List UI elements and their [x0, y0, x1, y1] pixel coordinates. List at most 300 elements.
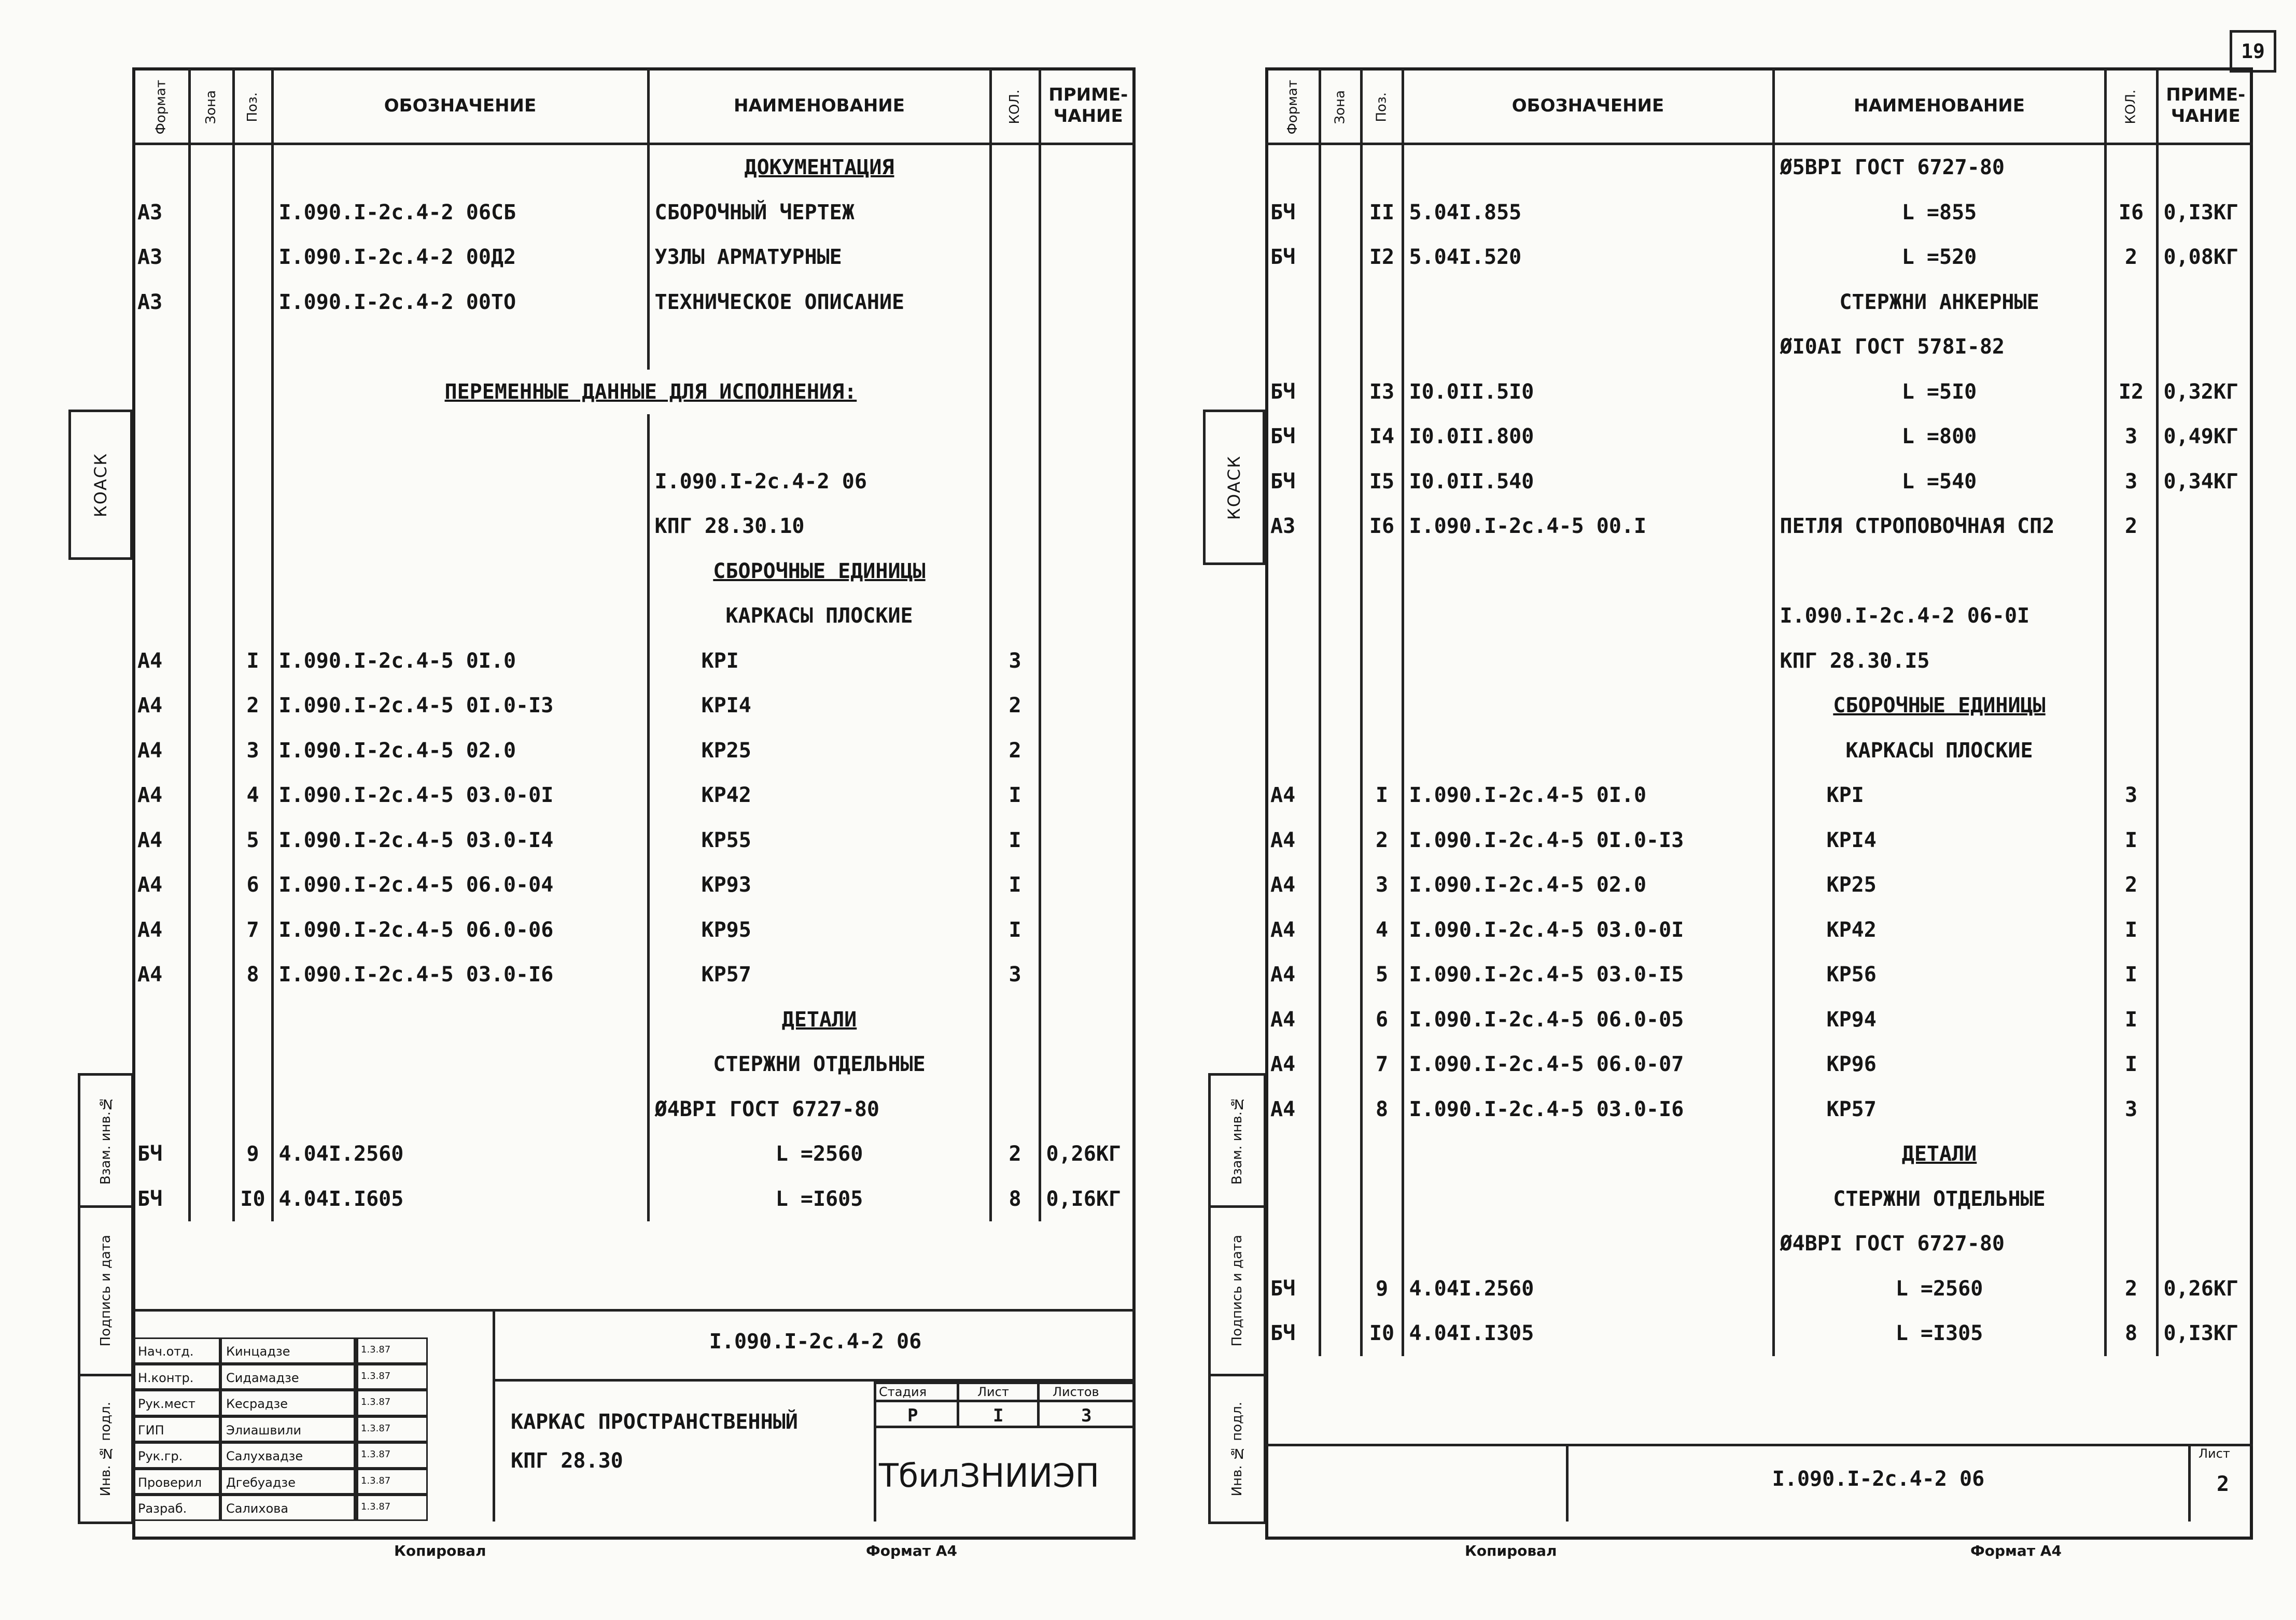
zone-cell — [189, 1177, 233, 1222]
qty-cell: I — [2105, 908, 2157, 953]
note-cell — [1040, 504, 1136, 549]
spec-row — [132, 908, 1136, 953]
stage-label: Стадия — [879, 1385, 927, 1399]
name-cell: ТЕХНИЧЕСКОЕ ОПИСАНИЕ — [648, 280, 990, 325]
note-cell — [2157, 639, 2253, 684]
designation-cell: 5.04I.520 — [1403, 235, 1773, 280]
qty-cell — [990, 370, 1040, 415]
sign-date-cell: Подпись и дата — [1208, 1205, 1266, 1376]
designation-cell: I.090.I-2с.4-2 06СБ — [272, 190, 648, 235]
zone-cell — [1320, 1266, 1361, 1312]
qty-cell: I — [990, 773, 1040, 818]
note-cell: 0,I6КГ — [1040, 1177, 1136, 1222]
spec-row — [132, 818, 1136, 863]
format-cell: А4 — [1270, 783, 1296, 808]
qty-cell: 2 — [2105, 504, 2157, 549]
spec-row — [1265, 504, 2253, 549]
name-cell: ДОКУМЕНТАЦИЯ — [648, 144, 990, 190]
name-cell: КР96 — [1773, 1042, 2105, 1087]
spec-row — [1265, 549, 2253, 594]
pos-cell: 2 — [233, 683, 272, 728]
pos-cell: II — [1361, 190, 1403, 235]
zone-cell — [1320, 683, 1361, 728]
name-cell: ПЕТЛЯ СТРОПОВОЧНАЯ СП2 — [1773, 504, 2105, 549]
inv-orig-cell: Инв. № подл. — [1208, 1374, 1266, 1524]
sheet-value: I — [993, 1405, 1004, 1426]
role-label: Проверил — [132, 1469, 220, 1495]
designation-cell: I.090.I-2с.4-2 00Д2 — [272, 235, 648, 280]
note-cell — [2157, 144, 2253, 190]
right-format-label: Формат А4 — [1970, 1542, 2062, 1559]
designation-cell: 4.04I.I605 — [272, 1177, 648, 1222]
pos-cell: 6 — [233, 863, 272, 908]
format-cell: БЧ — [1270, 200, 1296, 224]
spec-row — [1265, 997, 2253, 1043]
stage-value: Р — [907, 1405, 918, 1426]
designation-cell — [1403, 1221, 1773, 1266]
zone-cell — [189, 370, 233, 415]
format-cell: А4 — [137, 963, 163, 987]
name-cell: СБОРОЧНЫЙ ЧЕРТЕЖ — [648, 190, 990, 235]
designation-cell: I.090.I-2с.4-5 06.0-05 — [1403, 997, 1773, 1043]
note-cell — [1040, 1042, 1136, 1087]
zone-cell — [189, 1087, 233, 1132]
name-cell: КР42 — [648, 773, 990, 818]
designation-cell: I.090.I-2с.4-5 03.0-I4 — [272, 818, 648, 863]
qty-cell: I — [2105, 818, 2157, 863]
note-cell — [2157, 1221, 2253, 1266]
right-sheet-value: 2 — [2217, 1472, 2230, 1496]
qty-cell: 3 — [990, 952, 1040, 997]
zone-cell — [1320, 639, 1361, 684]
name-cell: КРI4 — [1773, 818, 2105, 863]
spec-row — [1265, 235, 2253, 280]
organization: ТбилЗНИИЭП — [879, 1457, 1100, 1495]
zone-cell — [1320, 818, 1361, 863]
zone-cell — [1320, 459, 1361, 504]
spec-row — [1265, 1087, 2253, 1132]
format-cell: А4 — [137, 873, 163, 897]
signature-divider — [355, 1337, 358, 1364]
name-cell: ДЕТАЛИ — [1773, 1132, 2105, 1177]
format-cell — [132, 1042, 189, 1087]
note-cell — [1040, 1087, 1136, 1132]
note-cell — [2157, 908, 2253, 953]
spec-row — [132, 952, 1136, 997]
qty-cell: I2 — [2105, 370, 2157, 415]
col-name: НАИМЕНОВАНИЕ — [1773, 69, 2105, 144]
spec-row — [132, 414, 1136, 459]
right-spec-table — [1265, 69, 2253, 1356]
pos-cell: 5 — [1361, 952, 1403, 997]
koask-stamp: КОАСК — [1203, 410, 1265, 565]
qty-cell: I — [990, 908, 1040, 953]
pos-cell — [1361, 280, 1403, 325]
zone-cell — [1320, 863, 1361, 908]
designation-cell: I.090.I-2с.4-2 00ТО — [272, 280, 648, 325]
format-cell: БЧ — [1270, 1276, 1296, 1301]
col-zone: Зона — [189, 69, 233, 144]
product-code: КПГ 28.30 — [511, 1449, 623, 1473]
role-label: Нач.отд. — [132, 1337, 220, 1364]
zone-cell — [189, 414, 233, 459]
pos-cell: I — [233, 639, 272, 684]
name-cell: КРI — [1773, 773, 2105, 818]
format-cell: А4 — [137, 738, 163, 763]
col-format: Формат — [1265, 69, 1320, 144]
note-cell — [1040, 863, 1136, 908]
note-cell — [1040, 908, 1136, 953]
qty-cell — [2105, 683, 2157, 728]
note-cell: 0,I3КГ — [2157, 190, 2253, 235]
name-cell: Ø4ВРI ГОСТ 6727-80 — [1773, 1221, 2105, 1266]
zone-cell — [189, 325, 233, 370]
designation-cell — [1403, 325, 1773, 370]
zone-cell — [189, 818, 233, 863]
sheets-label: Листов — [1053, 1385, 1099, 1399]
sign-date: 1.3.87 — [355, 1495, 428, 1521]
pos-cell: 7 — [233, 908, 272, 953]
pos-cell — [233, 144, 272, 190]
designation-cell: I.090.I-2с.4-5 03.0-0I — [1403, 908, 1773, 953]
qty-cell — [990, 594, 1040, 639]
pos-cell — [233, 549, 272, 594]
spec-row — [132, 773, 1136, 818]
qty-cell: 2 — [2105, 1266, 2157, 1312]
qty-cell — [2105, 594, 2157, 639]
designation-cell: 5.04I.855 — [1403, 190, 1773, 235]
pos-cell — [233, 997, 272, 1043]
note-cell — [2157, 594, 2253, 639]
inv-replace-cell: Взам. инв.№ — [78, 1073, 134, 1208]
col-name: НАИМЕНОВАНИЕ — [648, 69, 990, 144]
pos-cell — [233, 594, 272, 639]
pos-cell — [1361, 549, 1403, 594]
qty-cell — [990, 549, 1040, 594]
qty-cell: I — [2105, 952, 2157, 997]
format-cell — [1265, 639, 1320, 684]
name-cell: СТЕРЖНИ ОТДЕЛЬНЫЕ — [1773, 1177, 2105, 1222]
note-cell — [2157, 1177, 2253, 1222]
zone-cell — [189, 504, 233, 549]
qty-cell — [990, 504, 1040, 549]
role-label: ГИП — [132, 1416, 220, 1443]
left-format-label: Формат А4 — [866, 1542, 957, 1559]
pos-cell: 5 — [233, 818, 272, 863]
note-cell — [2157, 863, 2253, 908]
note-cell — [2157, 1042, 2253, 1087]
format-cell — [132, 370, 189, 415]
designation-cell: I.090.I-2с.4-5 06.0-07 — [1403, 1042, 1773, 1087]
name-cell: СТЕРЖНИ ОТДЕЛЬНЫЕ — [648, 1042, 990, 1087]
zone-cell — [189, 863, 233, 908]
designation-cell: I.090.I-2с.4-5 02.0 — [272, 728, 648, 773]
format-cell — [132, 549, 189, 594]
designation-cell: 4.04I.2560 — [272, 1132, 648, 1177]
name-cell: L =I605 — [648, 1177, 990, 1222]
qty-cell — [990, 1042, 1040, 1087]
note-cell: 0,26КГ — [2157, 1266, 2253, 1312]
qty-cell: I — [990, 818, 1040, 863]
name-cell: КР25 — [1773, 863, 2105, 908]
format-cell: А4 — [137, 828, 163, 852]
qty-cell — [2105, 280, 2157, 325]
designation-cell: I0.0II.5I0 — [1403, 370, 1773, 415]
qty-cell: 2 — [990, 728, 1040, 773]
name-cell — [1773, 549, 2105, 594]
designation-cell: I.090.I-2с.4-5 03.0-I6 — [272, 952, 648, 997]
designation-cell — [1403, 594, 1773, 639]
name-cell: КАРКАСЫ ПЛОСКИЕ — [648, 594, 990, 639]
spec-row — [1265, 1311, 2253, 1356]
designation-cell: I.090.I-2с.4-5 0I.0 — [272, 639, 648, 684]
format-cell — [1265, 1132, 1320, 1177]
qty-cell: 8 — [990, 1177, 1040, 1222]
designation-cell — [272, 549, 648, 594]
qty-cell — [990, 414, 1040, 459]
name-cell: L =520 — [1773, 235, 2105, 280]
spec-row — [132, 144, 1136, 190]
qty-cell — [2105, 144, 2157, 190]
note-cell — [1040, 818, 1136, 863]
spec-row — [1265, 1042, 2253, 1087]
note-cell — [1040, 773, 1136, 818]
sheets-value: 3 — [1081, 1405, 1092, 1426]
qty-cell: I — [2105, 1042, 2157, 1087]
spec-row — [132, 997, 1136, 1043]
note-cell — [1040, 325, 1136, 370]
note-cell — [2157, 818, 2253, 863]
sheet-label: Лист — [977, 1385, 1009, 1399]
pos-cell: 4 — [233, 773, 272, 818]
designation-cell: I.090.I-2с.4-5 0I.0-I3 — [1403, 818, 1773, 863]
name-cell: КРI4 — [648, 683, 990, 728]
designation-cell: I.090.I-2с.4-5 00.I — [1403, 504, 1773, 549]
left-copied-label: Копировал — [394, 1542, 486, 1559]
spec-row — [1265, 325, 2253, 370]
signature-divider — [355, 1390, 358, 1416]
zone-cell — [1320, 235, 1361, 280]
format-cell: А4 — [1270, 963, 1296, 987]
name-cell: КР56 — [1773, 952, 2105, 997]
note-cell: 0,08КГ — [2157, 235, 2253, 280]
note-cell — [2157, 773, 2253, 818]
inv-orig-cell: Инв. № подл. — [78, 1374, 134, 1524]
format-cell — [1265, 1221, 1320, 1266]
page-number: 19 — [2230, 30, 2276, 73]
zone-cell — [1320, 370, 1361, 415]
sign-date: 1.3.87 — [355, 1337, 428, 1364]
qty-cell: I6 — [2105, 190, 2157, 235]
zone-cell — [189, 728, 233, 773]
note-cell — [1040, 190, 1136, 235]
spec-row — [132, 190, 1136, 235]
name-cell: КАРКАСЫ ПЛОСКИЕ — [1773, 728, 2105, 773]
spec-row — [1265, 1132, 2253, 1177]
qty-cell: 3 — [2105, 414, 2157, 459]
signature-divider — [355, 1495, 358, 1521]
pos-cell: 7 — [1361, 1042, 1403, 1087]
spec-row — [1265, 280, 2253, 325]
designation-cell — [1403, 1132, 1773, 1177]
spec-row — [1265, 1221, 2253, 1266]
pos-cell: I6 — [1361, 504, 1403, 549]
col-qty: КОЛ. — [990, 69, 1040, 144]
designation-cell: I0.0II.540 — [1403, 459, 1773, 504]
spec-row — [1265, 773, 2253, 818]
name-cell: L =800 — [1773, 414, 2105, 459]
format-cell — [132, 144, 189, 190]
signer-name: Кесрадзе — [220, 1390, 355, 1416]
pos-cell — [1361, 1221, 1403, 1266]
note-cell — [1040, 144, 1136, 190]
pos-cell — [1361, 728, 1403, 773]
zone-cell — [1320, 549, 1361, 594]
designation-cell — [272, 594, 648, 639]
zone-cell — [189, 459, 233, 504]
note-cell — [1040, 280, 1136, 325]
pos-cell — [233, 414, 272, 459]
col-format: Формат — [132, 69, 189, 144]
name-cell: L =2560 — [1773, 1266, 2105, 1312]
format-cell: БЧ — [1270, 425, 1296, 449]
qty-cell — [2105, 728, 2157, 773]
signer-name: Сидамадзе — [220, 1364, 355, 1390]
sign-date: 1.3.87 — [355, 1416, 428, 1443]
format-cell: А4 — [137, 694, 163, 718]
name-cell: КР55 — [648, 818, 990, 863]
name-cell: Ø4ВРI ГОСТ 6727-80 — [648, 1087, 990, 1132]
note-cell — [2157, 504, 2253, 549]
format-cell: А4 — [1270, 1052, 1296, 1077]
note-cell: 0,32КГ — [2157, 370, 2253, 415]
name-cell: L =5I0 — [1773, 370, 2105, 415]
format-cell: БЧ — [1270, 469, 1296, 494]
zone-cell — [1320, 728, 1361, 773]
note-cell — [2157, 997, 2253, 1043]
qty-cell — [990, 1087, 1040, 1132]
designation-cell — [1403, 1177, 1773, 1222]
format-cell — [132, 325, 189, 370]
pos-cell — [233, 504, 272, 549]
note-cell — [1040, 594, 1136, 639]
note-cell — [1040, 459, 1136, 504]
qty-cell: 2 — [2105, 235, 2157, 280]
pos-cell — [233, 190, 272, 235]
spec-row — [1265, 639, 2253, 684]
format-cell — [1265, 728, 1320, 773]
zone-cell — [189, 908, 233, 953]
designation-cell — [272, 1042, 648, 1087]
name-cell: L =I305 — [1773, 1311, 2105, 1356]
zone-cell — [189, 952, 233, 997]
format-cell: БЧ — [1270, 245, 1296, 270]
spec-row — [1265, 818, 2253, 863]
name-cell: СБОРОЧНЫЕ ЕДИНИЦЫ — [1773, 683, 2105, 728]
format-cell: А4 — [137, 783, 163, 808]
name-cell: L =855 — [1773, 190, 2105, 235]
spec-row — [132, 549, 1136, 594]
designation-cell — [1403, 280, 1773, 325]
format-cell — [1265, 325, 1320, 370]
zone-cell — [189, 235, 233, 280]
note-cell — [1040, 549, 1136, 594]
signature-divider — [355, 1442, 358, 1469]
pos-cell — [1361, 1177, 1403, 1222]
pos-cell: I5 — [1361, 459, 1403, 504]
designation-cell — [272, 325, 648, 370]
format-cell: А4 — [1270, 1097, 1296, 1121]
col-designation: ОБОЗНАЧЕНИЕ — [1403, 69, 1773, 144]
col-pos: Поз. — [233, 69, 272, 144]
pos-cell: I2 — [1361, 235, 1403, 280]
qty-cell — [990, 325, 1040, 370]
format-cell: А4 — [1270, 918, 1296, 942]
signature-divider — [355, 1364, 358, 1390]
pos-cell: 3 — [233, 728, 272, 773]
designation-cell — [272, 504, 648, 549]
note-cell — [1040, 683, 1136, 728]
zone-cell — [1320, 504, 1361, 549]
name-cell: I.090.I-2с.4-2 06 — [648, 459, 990, 504]
pos-cell: I0 — [233, 1177, 272, 1222]
pos-cell — [1361, 1132, 1403, 1177]
designation-cell: I.090.I-2с.4-5 03.0-I6 — [1403, 1087, 1773, 1132]
pos-cell: 3 — [1361, 863, 1403, 908]
qty-cell — [990, 997, 1040, 1043]
right-sheet-label: Лист — [2199, 1446, 2230, 1461]
format-cell — [132, 1087, 189, 1132]
signer-name: Кинцадзе — [220, 1337, 355, 1364]
name-cell: L =540 — [1773, 459, 2105, 504]
pos-cell: 2 — [1361, 818, 1403, 863]
format-cell: А4 — [137, 649, 163, 673]
qty-cell: 2 — [990, 1132, 1040, 1177]
format-cell — [132, 504, 189, 549]
format-cell: А3 — [137, 200, 163, 224]
format-cell — [1265, 549, 1320, 594]
name-cell: КР95 — [648, 908, 990, 953]
pos-cell: 9 — [233, 1132, 272, 1177]
qty-cell: 3 — [990, 639, 1040, 684]
spec-row — [132, 1087, 1136, 1132]
right-copied-label: Копировал — [1465, 1542, 1557, 1559]
note-cell — [2157, 1087, 2253, 1132]
format-cell — [132, 594, 189, 639]
right-title-block — [1265, 1444, 2253, 1522]
role-label: Разраб. — [132, 1495, 220, 1521]
qty-cell: 2 — [990, 683, 1040, 728]
zone-cell — [1320, 1087, 1361, 1132]
pos-cell — [233, 459, 272, 504]
designation-cell — [1403, 728, 1773, 773]
name-cell: КР57 — [648, 952, 990, 997]
right-doc-code: I.090.I-2с.4-2 06 — [1772, 1467, 1985, 1491]
format-cell — [1265, 683, 1320, 728]
format-cell: БЧ — [137, 1187, 163, 1211]
zone-cell — [1320, 190, 1361, 235]
qty-cell — [2105, 325, 2157, 370]
name-cell: УЗЛЫ АРМАТУРНЫЕ — [648, 235, 990, 280]
role-label: Н.контр. — [132, 1364, 220, 1390]
pos-cell: 8 — [233, 952, 272, 997]
format-cell: БЧ — [137, 1142, 163, 1166]
format-cell: А3 — [1270, 514, 1296, 539]
note-cell — [1040, 997, 1136, 1043]
spec-row — [1265, 459, 2253, 504]
designation-cell — [1403, 639, 1773, 684]
qty-cell — [2105, 1221, 2157, 1266]
